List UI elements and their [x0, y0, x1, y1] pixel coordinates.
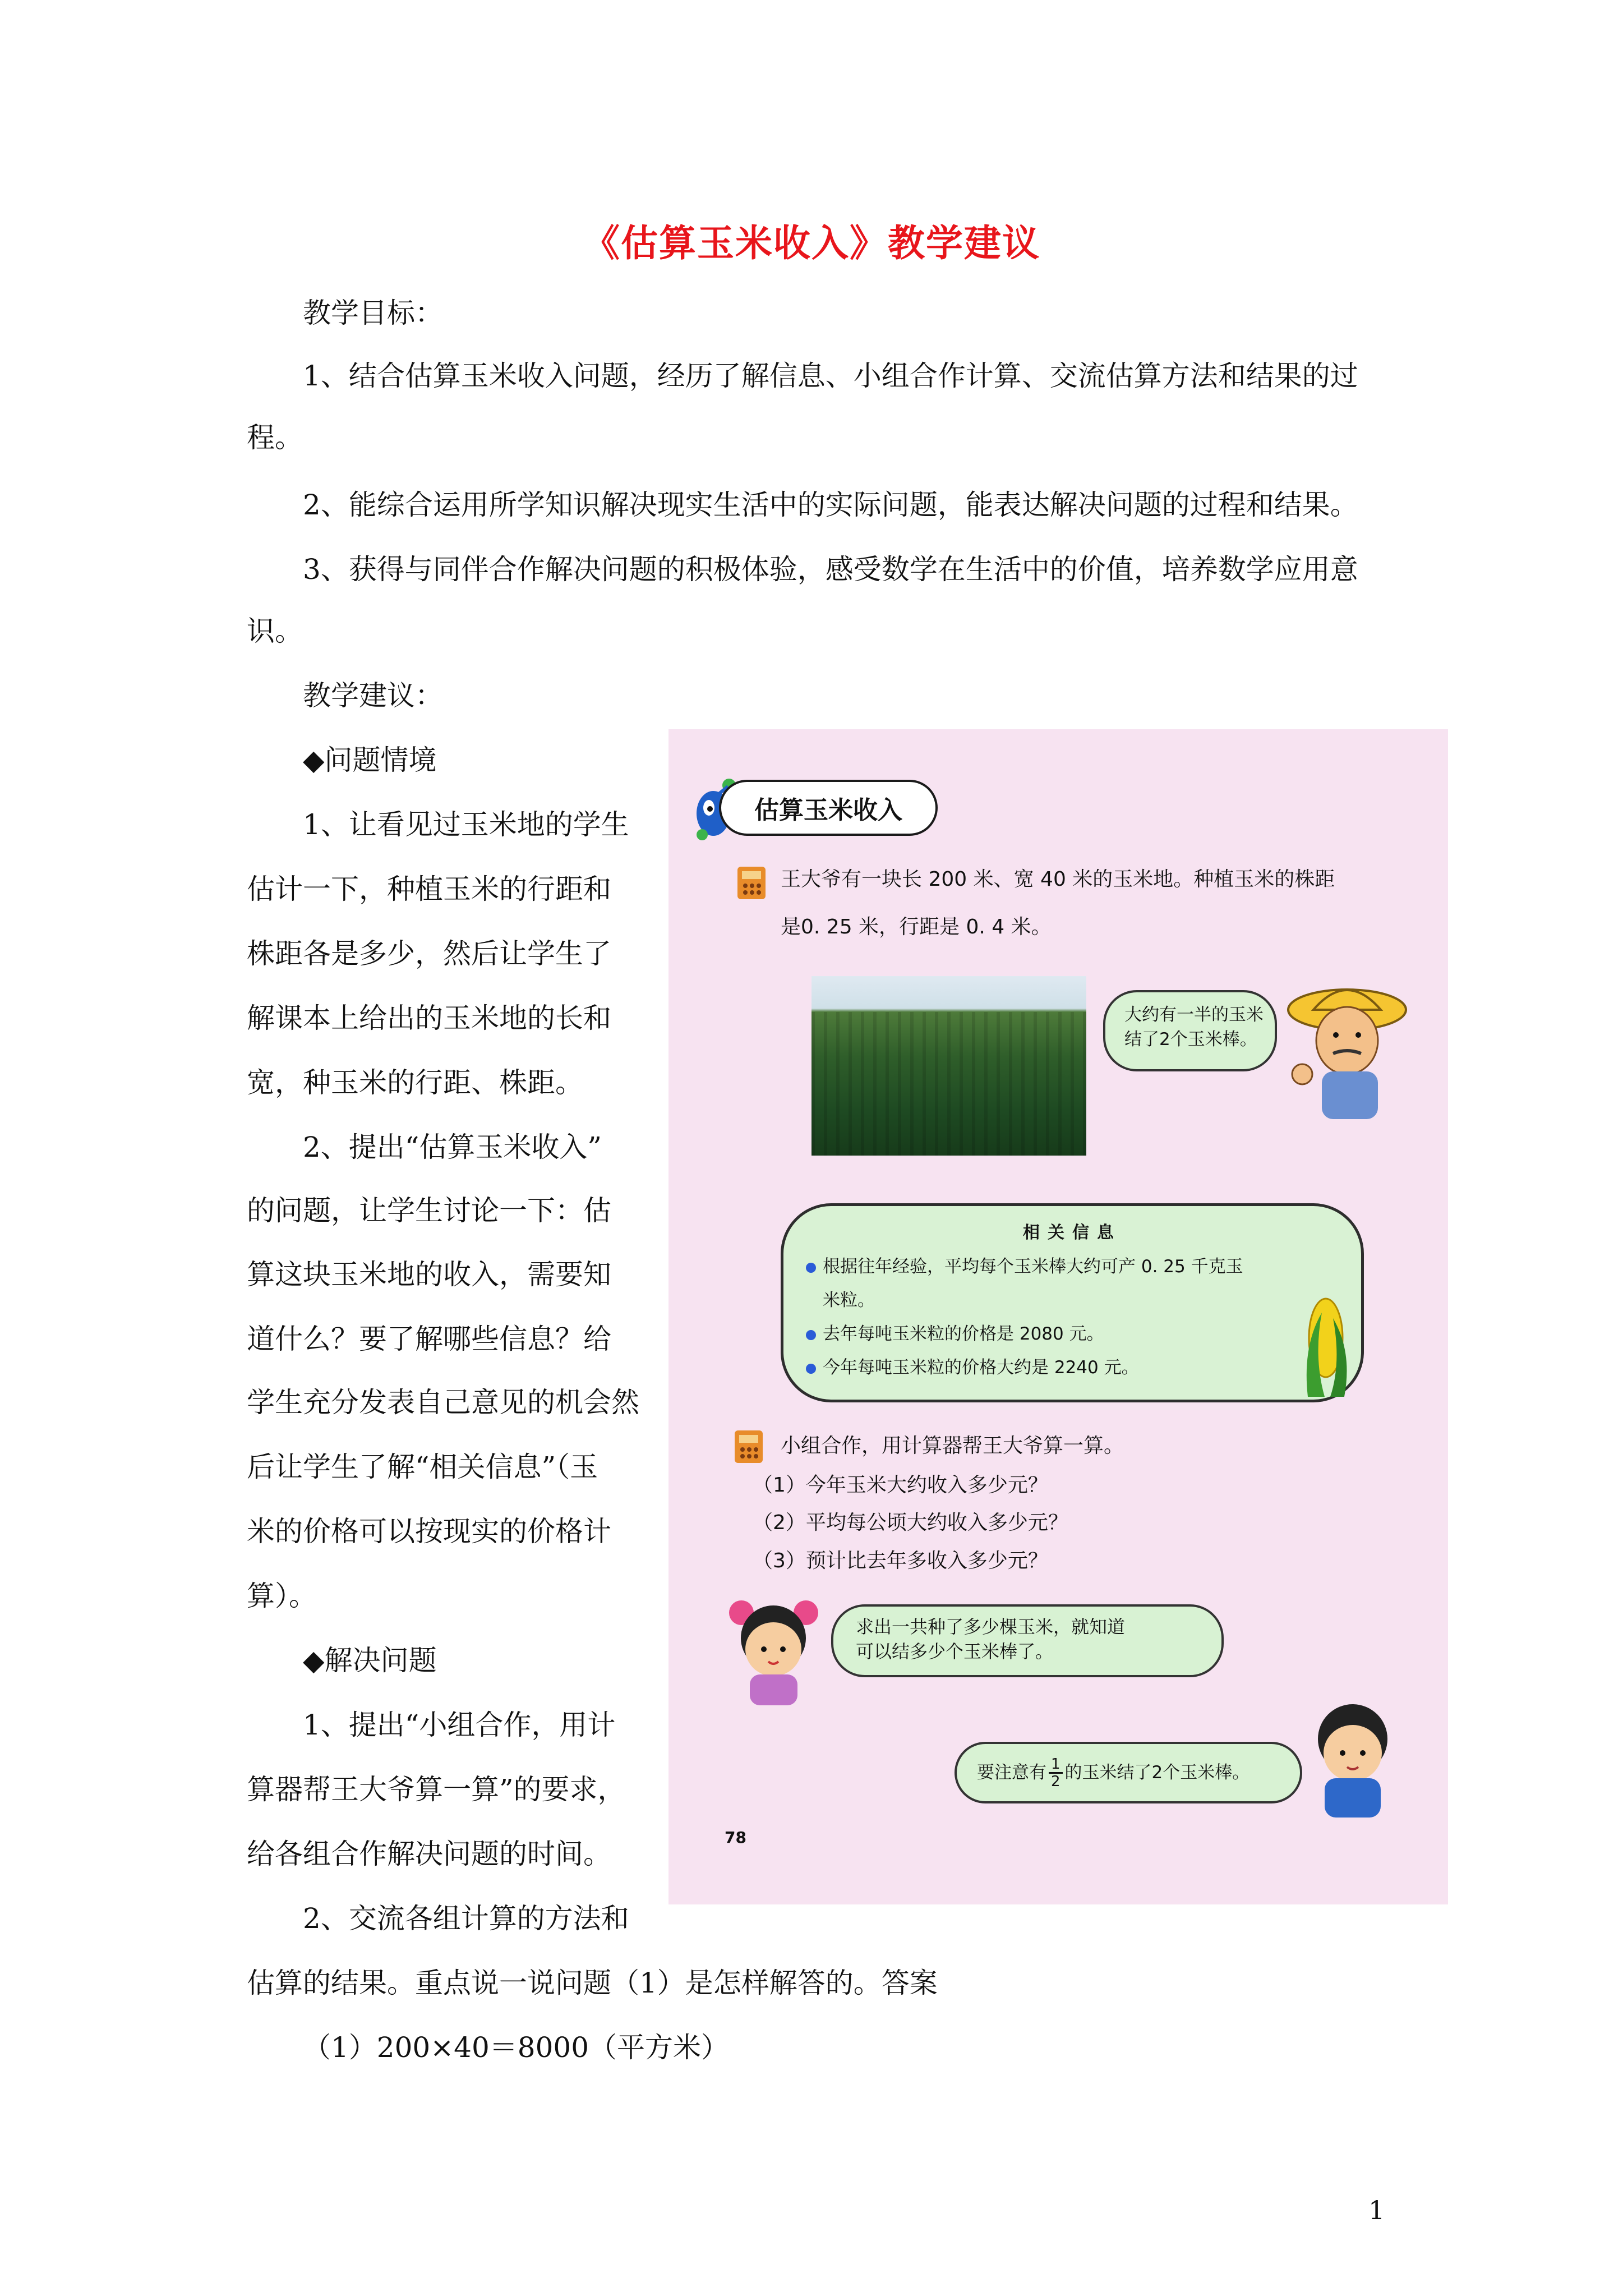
- bullet-icon: [806, 1330, 816, 1340]
- s1p2-line: 道什么？要了解哪些信息？给: [247, 1323, 611, 1355]
- info-item-2: 去年每吨玉米粒的价格是 2080 元。: [806, 1318, 1104, 1350]
- info-title: 相关信息: [1023, 1223, 1122, 1243]
- s1p1-line: 1、让看见过玉米地的学生: [303, 808, 629, 841]
- question-3: （3）预计比去年多收入多少元？: [753, 1549, 1048, 1572]
- girl-bubble-line: 求出一共种了多少棵玉米，就知道: [856, 1616, 1126, 1637]
- boy-illustration: [1302, 1694, 1403, 1818]
- intro-line1: 王大爷有一块长 200 米、宽 40 米的玉米地。种植玉米的株距: [781, 868, 1335, 891]
- page-title: 《估算玉米收入》教学建议: [583, 221, 1040, 265]
- s1p1-line: 估计一下，种植玉米的行距和: [247, 873, 611, 905]
- s1p2-line: 算这块玉米地的收入，需要知: [247, 1258, 611, 1291]
- s1p2-line: 算）。: [247, 1580, 317, 1612]
- info-item-3: 今年每吨玉米粒的价格大约是 2240 元。: [806, 1352, 1139, 1383]
- textbook-figure: [668, 729, 1448, 1904]
- s2p1-line: 算器帮王大爷算一算”的要求，: [247, 1773, 626, 1806]
- s1p2-line: 学生充分发表自己意见的机会然: [247, 1386, 639, 1419]
- answer-1: （1）200×40＝8000（平方米）: [303, 2031, 730, 2064]
- boy-speech-bubble: [955, 1742, 1302, 1803]
- s2p2-line2: 估算的结果。重点说一说问题（1）是怎样解答的。答案: [247, 1967, 938, 1999]
- calculator-boy-icon: [730, 1425, 769, 1470]
- fraction-numerator: 1: [1049, 1756, 1063, 1774]
- question-1: （1）今年玉米大约收入多少元？: [753, 1474, 1048, 1497]
- s1p1-line: 宽，种玉米的行距、株距。: [247, 1066, 583, 1099]
- goal-3-line1: 3、获得与同伴合作解决问题的积极体验，感受数学在生活中的价值，培养数学应用意: [303, 553, 1358, 586]
- boy-bubble-post: 的玉米结了2个玉米棒。: [1064, 1763, 1250, 1783]
- s1p2-line: 米的价格可以按现实的价格计: [247, 1515, 611, 1548]
- corn-cob-icon: [1291, 1290, 1358, 1402]
- goal-2: 2、能综合运用所学知识解决现实生活中的实际问题，能表达解决问题的过程和结果。: [303, 489, 1358, 521]
- intro-line2: 是0. 25 米，行距是 0. 4 米。: [781, 915, 1052, 938]
- bullet-icon: [806, 1263, 816, 1273]
- farmer-illustration: [1280, 976, 1414, 1122]
- info-item-1-cont: 米粒。: [823, 1290, 875, 1310]
- fraction-denominator: 2: [1051, 1773, 1061, 1790]
- bullet-icon: [806, 1364, 816, 1374]
- goal-1-line2: 程。: [247, 421, 303, 454]
- info-item-1: 根据往年经验，平均每个玉米棒大约可产 0. 25 千克玉: [806, 1251, 1243, 1282]
- section1-heading: ◆问题情境: [303, 744, 437, 776]
- suggestions-heading: 教学建议：: [303, 679, 443, 712]
- boy-bubble-pre: 要注意有: [977, 1763, 1046, 1783]
- section2-heading: ◆解决问题: [303, 1644, 437, 1677]
- figure-title: 估算玉米收入: [719, 780, 938, 836]
- s1p2-line: 的问题，让学生讨论一下：估: [247, 1194, 611, 1227]
- s1p1-line: 解课本上给出的玉米地的长和: [247, 1002, 611, 1034]
- s2p1-line: 1、提出“小组合作，用计: [303, 1709, 616, 1741]
- goal-1-line1: 1、结合估算玉米收入问题，经历了解信息、小组合作计算、交流估算方法和结果的过: [303, 360, 1358, 392]
- cornfield-photo: [811, 976, 1086, 1156]
- girl-speech-bubble: [831, 1604, 1224, 1677]
- s1p1-line: 株距各是多少，然后让学生了: [247, 937, 611, 970]
- farmer-bubble-line: 大约有一半的玉米: [1124, 1005, 1264, 1025]
- girl-illustration: [725, 1593, 823, 1705]
- fraction: [1049, 1756, 1063, 1789]
- page-number: 1: [1368, 2195, 1385, 2225]
- related-info-box: [781, 1203, 1364, 1402]
- girl-bubble-line: 可以结多少个玉米棒了。: [856, 1641, 1054, 1662]
- s1p2-line: 后让学生了解“相关信息”（玉: [247, 1451, 598, 1483]
- farmer-speech-bubble: [1103, 990, 1277, 1071]
- farmer-bubble-line: 结了2个玉米棒。: [1124, 1029, 1257, 1050]
- group-task: 小组合作，用计算器帮王大爷算一算。: [781, 1434, 1124, 1457]
- s2p1-line: 给各组合作解决问题的时间。: [247, 1838, 611, 1870]
- s1p2-line: 2、提出“估算玉米收入”: [303, 1131, 602, 1163]
- goal-3-line2: 识。: [247, 615, 303, 647]
- s2p2-line1: 2、交流各组计算的方法和: [303, 1902, 629, 1935]
- figure-page-number: 78: [725, 1828, 746, 1847]
- goals-heading: 教学目标：: [303, 297, 443, 329]
- calculator-boy-icon: [733, 861, 772, 906]
- question-2: （2）平均每公顷大约收入多少元？: [753, 1511, 1068, 1534]
